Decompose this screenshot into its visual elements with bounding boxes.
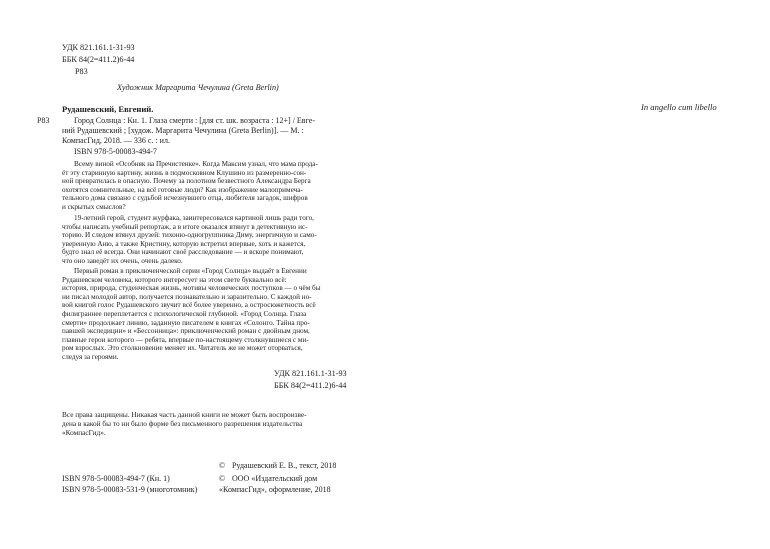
annotation-line: охотятся сомнительные, на всё готовые люди? Как изображение малопримеча- bbox=[62, 185, 303, 194]
annotation-line: уверенную Аню, а также Кристину, которую встретил впервые, хоть и кажется, bbox=[62, 239, 306, 248]
annotation-line: Всему виной «Особняк на Пречистенке». Когда Максим узнал, что мама прода- bbox=[74, 160, 318, 168]
annotation-line: торию. И следом втянул друзей: тихоню-одногруппника Диму, энергичную и само- bbox=[62, 231, 317, 240]
annotation-paragraph-3 bbox=[62, 267, 334, 362]
annotation-line: филиграннее переплетается с психологической глубиной. «Город Солнца. Глаза bbox=[62, 309, 307, 318]
annotation-line: история, природа, студенческая жизнь, мотивы человеческих поступков — о чём бы bbox=[62, 284, 321, 293]
annotation-line: ни писал молодой автор, получается познавательно и заразительно. С каждой но- bbox=[62, 292, 312, 301]
epigraph: In angello cum libello bbox=[641, 102, 717, 112]
annotation-line: главные герои которого — ребята, впервые по-настоящему столкнувшиеся с ми- bbox=[62, 335, 309, 344]
rights-line: дена в какой бы то ни было форме без письменного разрешения издательства bbox=[62, 419, 303, 429]
catalog-desc-line-1: Город Солнца : Кн. 1. Глаза смерти : [для ст. шк. возраста : 12+] / Евге- bbox=[74, 116, 315, 125]
annotation-line: ной превратилась в опасную. Почему за полотном безвестного Александра Берга bbox=[62, 177, 311, 186]
catalog-author: Рудашевский, Евгений. bbox=[62, 104, 154, 114]
rights-line: Все права защищены. Никакая часть данной книги не может быть воспроизве- bbox=[62, 410, 307, 419]
annotation-line: ром взрослых. Это столкновение меняет их. Читатель же не может оторваться, bbox=[62, 344, 303, 353]
annotation-paragraph-2 bbox=[62, 214, 334, 266]
catalog-code: Р83 bbox=[37, 116, 50, 125]
annotation-line: ёт эту старинную картину, жизнь в подмосковном Клушино из размеренно-сон- bbox=[62, 168, 307, 177]
rights-line: «КомпасГид». bbox=[62, 428, 106, 438]
author-sign: Р83 bbox=[75, 67, 88, 76]
bbk-code: ББК 84(2=411.2)6-44 bbox=[62, 55, 135, 64]
copyright-text-line-1: Рудашевский Е. В., текст, 2018 bbox=[232, 461, 337, 470]
annotation-paragraph-1 bbox=[62, 160, 334, 212]
catalog-desc-line-3: КомпасГид, 2018. — 336 с. : ил. bbox=[62, 136, 170, 145]
annotation-line: вой книгой голос Рудашевского звучит всё более уверенно, а остросюжетность всё bbox=[62, 301, 316, 310]
annotation-line: смерти» продолжает линию, заданную писателем в книгах «Солонго. Тайна про- bbox=[62, 318, 310, 327]
annotation-line: Первый роман в приключенческой серии «Город Солнца» выдаёт в Евгении bbox=[74, 267, 307, 275]
copyright-symbol: © bbox=[219, 461, 226, 470]
isbn-series: ISBN 978-5-00083-531-9 (многотомник) bbox=[62, 485, 198, 494]
annotation-line: павшей экспедиции» и «Бессонница»: приключенческий роман с двойным дном, bbox=[62, 327, 310, 336]
copyright-symbol: © bbox=[219, 474, 226, 483]
copyright-text-line-3: «КомпасГид», оформление, 2018 bbox=[219, 485, 331, 494]
catalog-isbn: ISBN 978-5-00083-494-7 bbox=[74, 147, 157, 156]
annotation-line: тельного дома связано с судьбой исчезнувшего отца, любителя загадок, шифров bbox=[62, 194, 308, 203]
rights-notice bbox=[62, 410, 362, 438]
annotation-line: чтобы написать учебный репортаж, а в итоге оказался втянут в детективную ис- bbox=[62, 222, 308, 231]
footer-bbk-code: ББК 84(2=411.2)6-44 bbox=[274, 381, 347, 390]
annotation-line: следуя за героями. bbox=[62, 352, 119, 361]
illustrator-credit: Художник Маргарита Чечулина (Greta Berlin) bbox=[117, 83, 279, 92]
catalog-desc-line-2: ний Рудашевский ; [худож. Маргарита Чечулина (Greta Berlin)]. — М. : bbox=[62, 126, 304, 135]
annotation-line: Рудашевском человека, которого интересует на этом свете буквально всё: bbox=[62, 275, 287, 284]
copyright-text-line-2: ООО «Издательский дом bbox=[232, 474, 318, 483]
annotation-line: 19-летний герой, студент журфака, заинтересовался картиной лишь ради того, bbox=[74, 214, 314, 222]
udk-code: УДК 821.161.1-31-93 bbox=[62, 43, 135, 52]
footer-udk-code: УДК 821.161.1-31-93 bbox=[274, 369, 347, 378]
annotation-line: и скрытых смыслов? bbox=[62, 202, 126, 211]
isbn-volume: ISBN 978-5-00083-494-7 (Кн. 1) bbox=[62, 474, 170, 483]
annotation-line: будто знал её всегда. Они начинают своё расследование — и вскоре понимают, bbox=[62, 248, 304, 257]
annotation-line: что оно заведёт их очень, очень далеко. bbox=[62, 256, 183, 265]
